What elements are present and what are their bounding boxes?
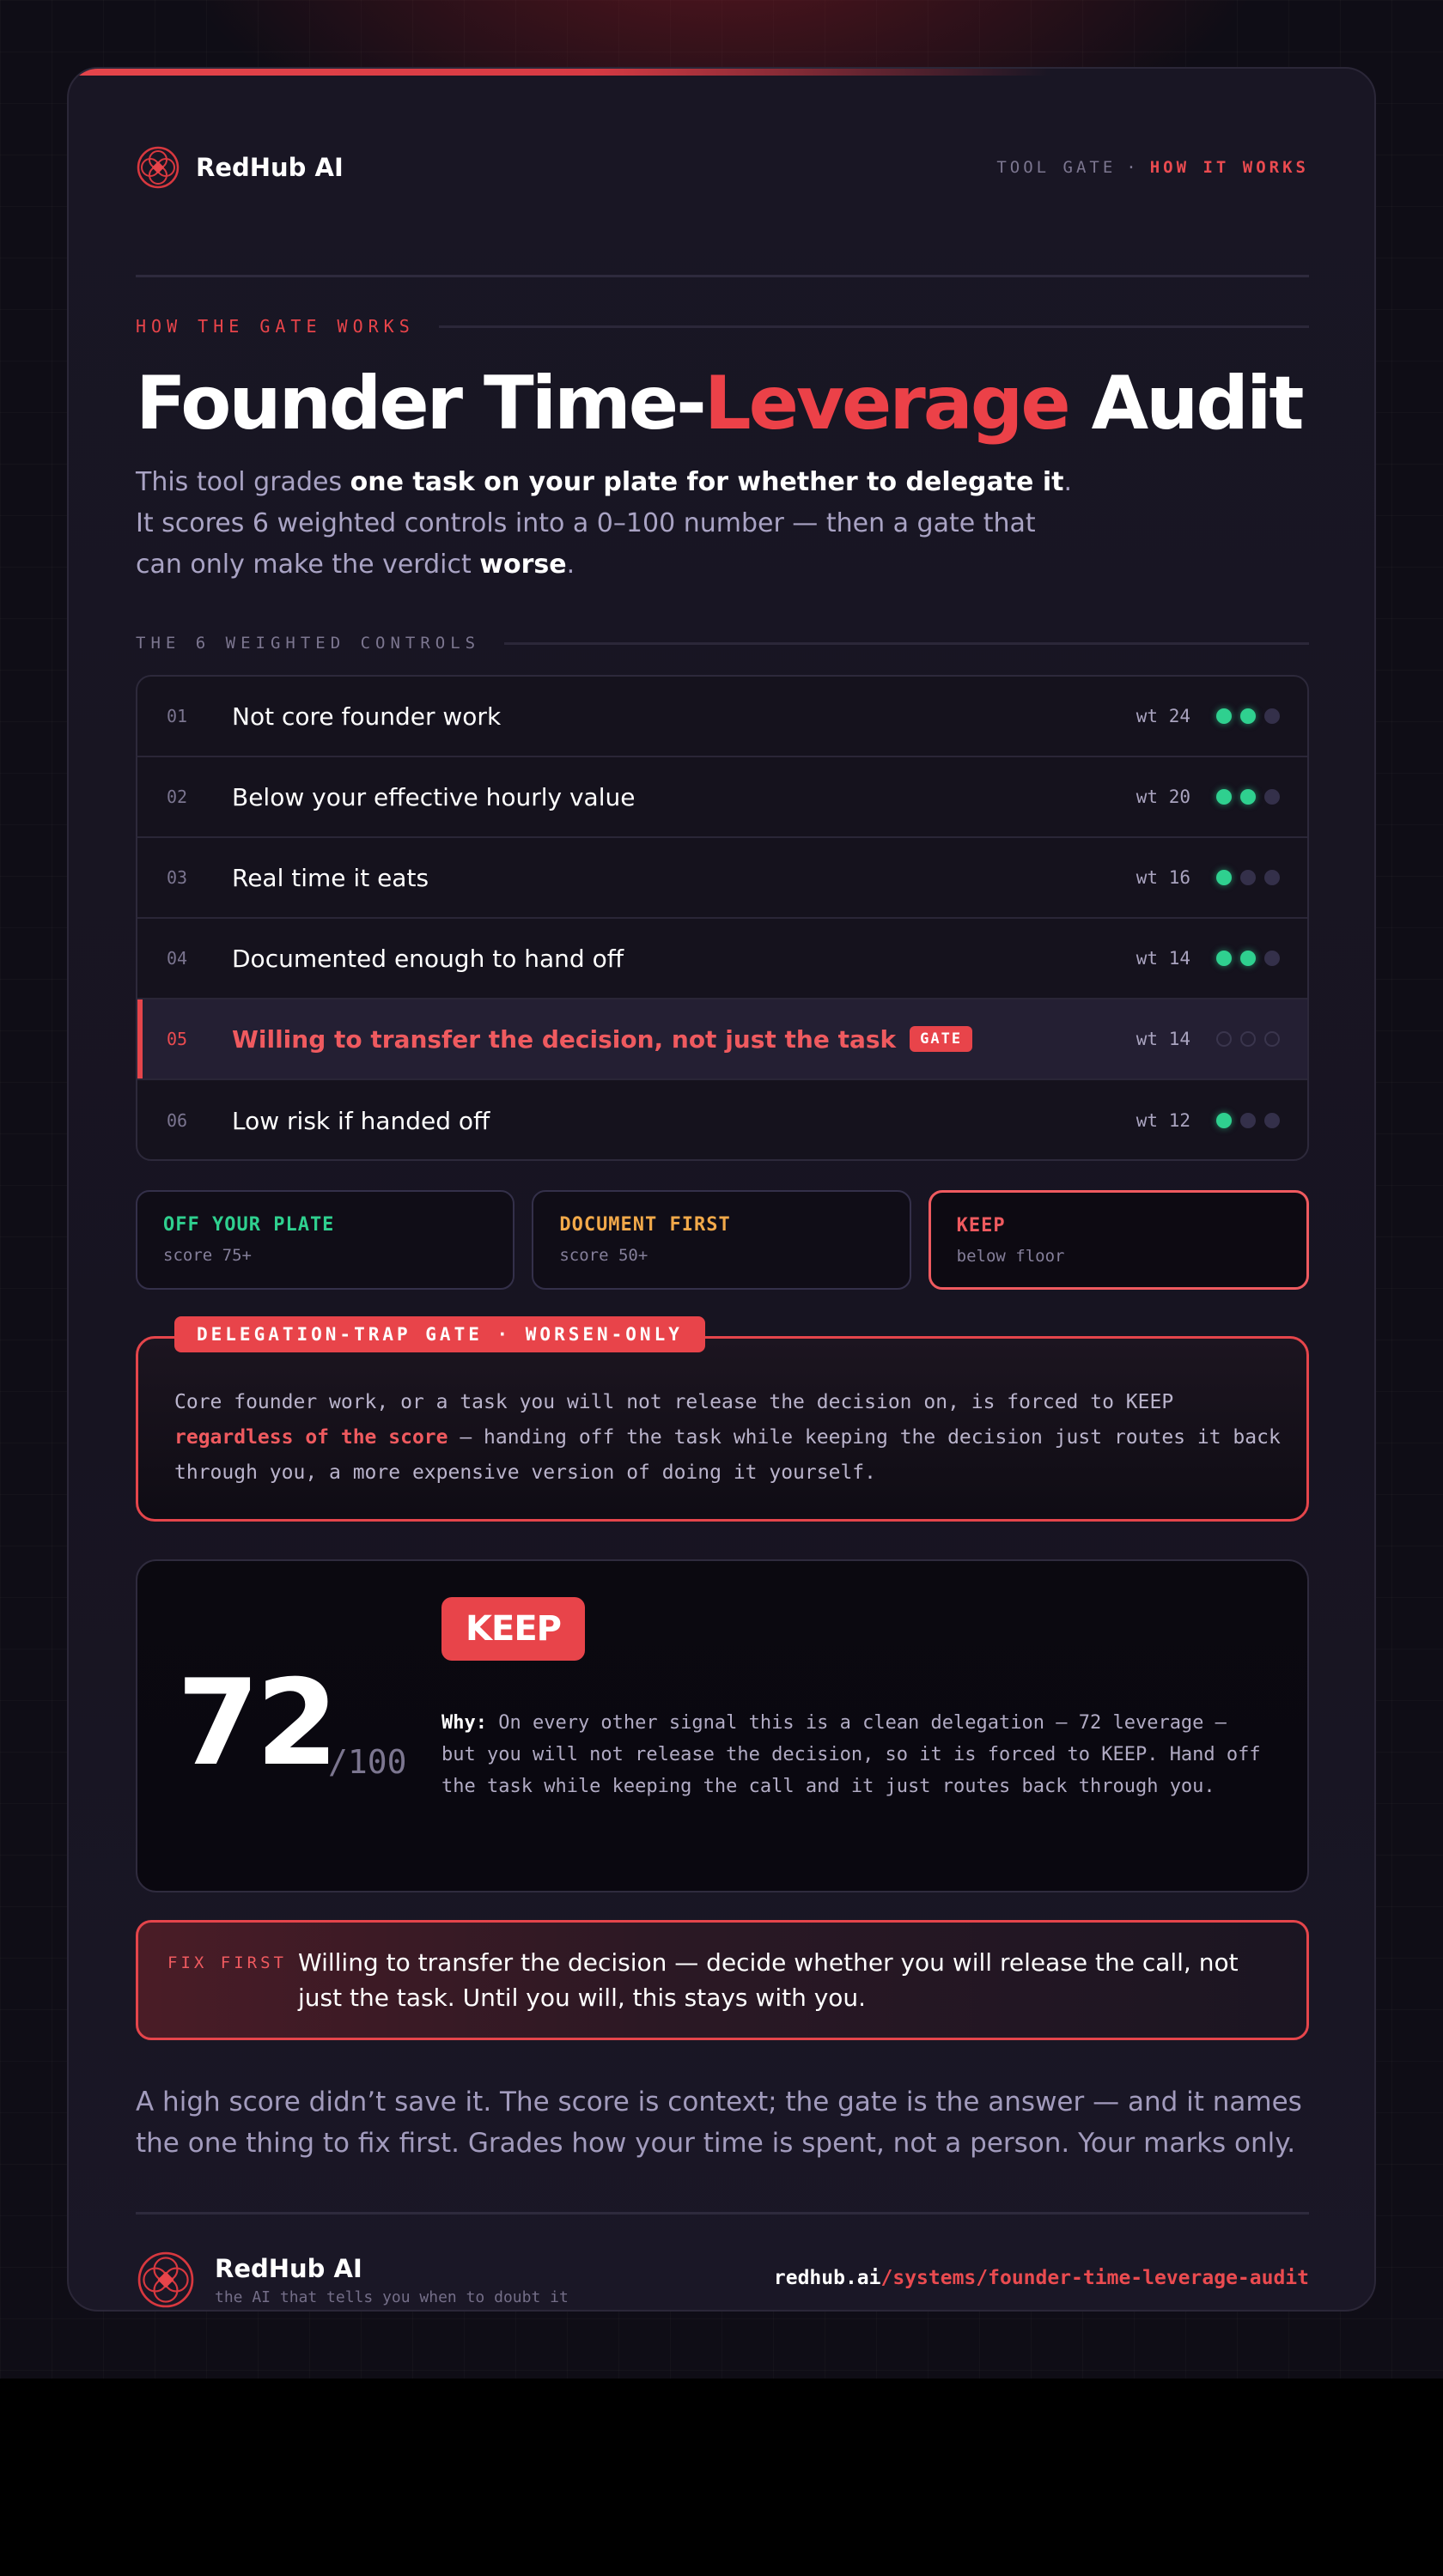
level-dot-empty — [1240, 870, 1256, 885]
score-value: 72 — [177, 1654, 336, 1792]
control-level-dots — [1216, 1113, 1280, 1128]
level-dot-empty — [1216, 1031, 1232, 1047]
why-text: On every other signal this is a clean delegation — 72 leverage — but you will not release the decision, so it is forced to KEEP. Hand off the task while keeping the call and it just routes back through you. — [441, 1712, 1261, 1797]
level-dot-filled — [1216, 951, 1232, 966]
nav-how-it-works[interactable]: HOW IT WORKS — [1149, 158, 1309, 177]
nav-separator: · — [1126, 158, 1140, 177]
control-weight: wt 12 — [1136, 1110, 1190, 1131]
control-number: 03 — [167, 867, 188, 888]
control-label: Real time it eats — [232, 863, 429, 892]
control-row[interactable] — [137, 677, 1307, 757]
level-dot-filled — [1216, 870, 1232, 885]
control-number: 05 — [167, 1029, 188, 1049]
footer-brand-name: RedHub AI — [215, 2253, 362, 2283]
verdict-name: OFF YOUR PLATE — [163, 1214, 335, 1236]
score-out-of: /100 — [328, 1743, 407, 1781]
level-dot-empty — [1264, 870, 1280, 885]
verdict-off-your-plate[interactable] — [136, 1190, 514, 1290]
control-level-dots — [1216, 870, 1280, 885]
controls-heading-line — [504, 642, 1309, 645]
title-part1: Founder Time- — [136, 361, 704, 447]
control-level-dots — [1216, 951, 1280, 966]
control-level-dots — [1216, 789, 1280, 805]
control-label-text: Willing to transfer the decision, not just the task — [232, 1024, 897, 1054]
control-level-dots — [1216, 708, 1280, 724]
verdict-document-first[interactable] — [532, 1190, 910, 1290]
control-row[interactable] — [137, 838, 1307, 919]
gate-tag: DELEGATION-TRAP GATE · WORSEN-ONLY — [174, 1316, 705, 1352]
fix-first-text: Willing to transfer the decision — decide whether you will release the call, not just the task. Until you will, this stays with you. — [298, 1948, 1239, 2012]
gate-text-c: — handing off the task while keeping the decision just routes it back through you, a more expensive version of doing it yourself. — [174, 1426, 1281, 1484]
score-result — [136, 1559, 1309, 1893]
url-host: redhub.ai — [773, 2267, 881, 2289]
verdict-badge: KEEP — [441, 1597, 585, 1661]
level-dot-filled — [1240, 789, 1256, 805]
controls-table — [136, 675, 1309, 1161]
control-label: Not core founder work — [232, 702, 502, 731]
verdict-threshold: score 50+ — [559, 1246, 648, 1265]
top-nav — [996, 137, 1309, 197]
controls-heading-text: THE 6 WEIGHTED CONTROLS — [136, 634, 481, 653]
level-dot-empty — [1264, 1113, 1280, 1128]
level-dot-empty — [1264, 789, 1280, 805]
control-row[interactable] — [137, 919, 1307, 999]
verdict-name: KEEP — [956, 1215, 1006, 1236]
control-weight: wt 16 — [1136, 867, 1190, 888]
level-dot-empty — [1264, 708, 1280, 724]
control-label: Below your effective hourly value — [232, 782, 636, 811]
section-eyebrow — [136, 316, 1309, 337]
verdict-threshold: score 75+ — [163, 1246, 252, 1265]
brand-name: RedHub AI — [196, 153, 344, 182]
level-dot-empty — [1264, 1031, 1280, 1047]
intro-f: . — [566, 550, 575, 580]
url-path: /systems/founder-time-leverage-audit — [880, 2267, 1309, 2289]
fix-first-callout — [136, 1920, 1309, 2040]
gate-badge: GATE — [910, 1026, 972, 1052]
gate-text-b: regardless of the score — [174, 1426, 448, 1449]
footer-url-link[interactable] — [774, 2267, 1309, 2289]
intro-e: worse — [479, 550, 567, 580]
control-weight: wt 24 — [1136, 706, 1190, 726]
verdict-keep[interactable] — [929, 1190, 1309, 1290]
gate-text-a: Core founder work, or a task you will not release the decision on, is forced to KEEP — [174, 1391, 1174, 1413]
level-dot-filled — [1216, 708, 1232, 724]
level-dot-empty — [1240, 1031, 1256, 1047]
why-label: Why: — [441, 1712, 487, 1734]
level-dot-filled — [1216, 1113, 1232, 1128]
title-accent: Leverage — [703, 361, 1069, 447]
control-level-dots — [1216, 1031, 1280, 1047]
controls-heading — [136, 634, 1309, 653]
footer-divider — [136, 2212, 1309, 2215]
control-number: 06 — [167, 1110, 188, 1131]
control-row[interactable] — [137, 757, 1307, 838]
control-weight: wt 14 — [1136, 1029, 1190, 1049]
closing-note: A high score didn’t save it. The score is context; the gate is the answer — and it names the one thing to fix first. Grades how your time is spent, not a person. Your marks only. — [136, 2087, 1302, 2159]
footer-brand[interactable] — [136, 2250, 569, 2310]
header — [136, 137, 1309, 197]
why-explanation — [441, 1707, 1266, 1802]
level-dot-empty — [1240, 1113, 1256, 1128]
control-number: 04 — [167, 948, 188, 969]
title-part2: Audit — [1068, 361, 1302, 447]
intro-paragraph — [136, 462, 1081, 586]
redhub-logo-icon — [136, 145, 180, 190]
redhub-logo-icon — [136, 2250, 196, 2310]
page-title — [136, 361, 1302, 447]
control-number: 01 — [167, 706, 188, 726]
gate-explainer — [136, 1324, 1309, 1522]
header-divider — [136, 275, 1309, 277]
level-dot-empty — [1264, 951, 1280, 966]
eyebrow-line — [439, 325, 1309, 328]
control-label: Low risk if handed off — [232, 1106, 490, 1135]
verdict-threshold: below floor — [956, 1247, 1065, 1266]
intro-c: . — [1063, 467, 1072, 497]
control-row-gate[interactable] — [137, 999, 1307, 1080]
brand[interactable] — [136, 137, 344, 197]
intro-a: This tool grades — [136, 467, 350, 497]
level-dot-filled — [1240, 708, 1256, 724]
footer-tagline: the AI that tells you when to doubt it — [215, 2287, 569, 2306]
intro-b: one task on your plate for whether to delegate it — [350, 467, 1064, 497]
control-label — [232, 1025, 972, 1054]
control-row[interactable] — [137, 1080, 1307, 1161]
audit-card — [67, 67, 1376, 2312]
level-dot-filled — [1216, 789, 1232, 805]
control-weight: wt 14 — [1136, 948, 1190, 969]
verdict-name: DOCUMENT FIRST — [559, 1214, 731, 1236]
verdict-options — [136, 1190, 1309, 1290]
nav-tool-gate[interactable]: TOOL GATE — [996, 158, 1117, 177]
eyebrow-text: HOW THE GATE WORKS — [136, 316, 415, 337]
gate-text — [174, 1385, 1282, 1491]
control-weight: wt 20 — [1136, 787, 1190, 807]
level-dot-filled — [1240, 951, 1256, 966]
fix-first-tag: FIX FIRST — [167, 1953, 287, 1972]
control-number: 02 — [167, 787, 188, 807]
control-label: Documented enough to hand off — [232, 944, 624, 973]
intro-d: It scores 6 weighted controls into a 0–100 number — then a gate that can only make the verdict — [136, 508, 1036, 580]
card-accent-line — [69, 69, 1376, 76]
